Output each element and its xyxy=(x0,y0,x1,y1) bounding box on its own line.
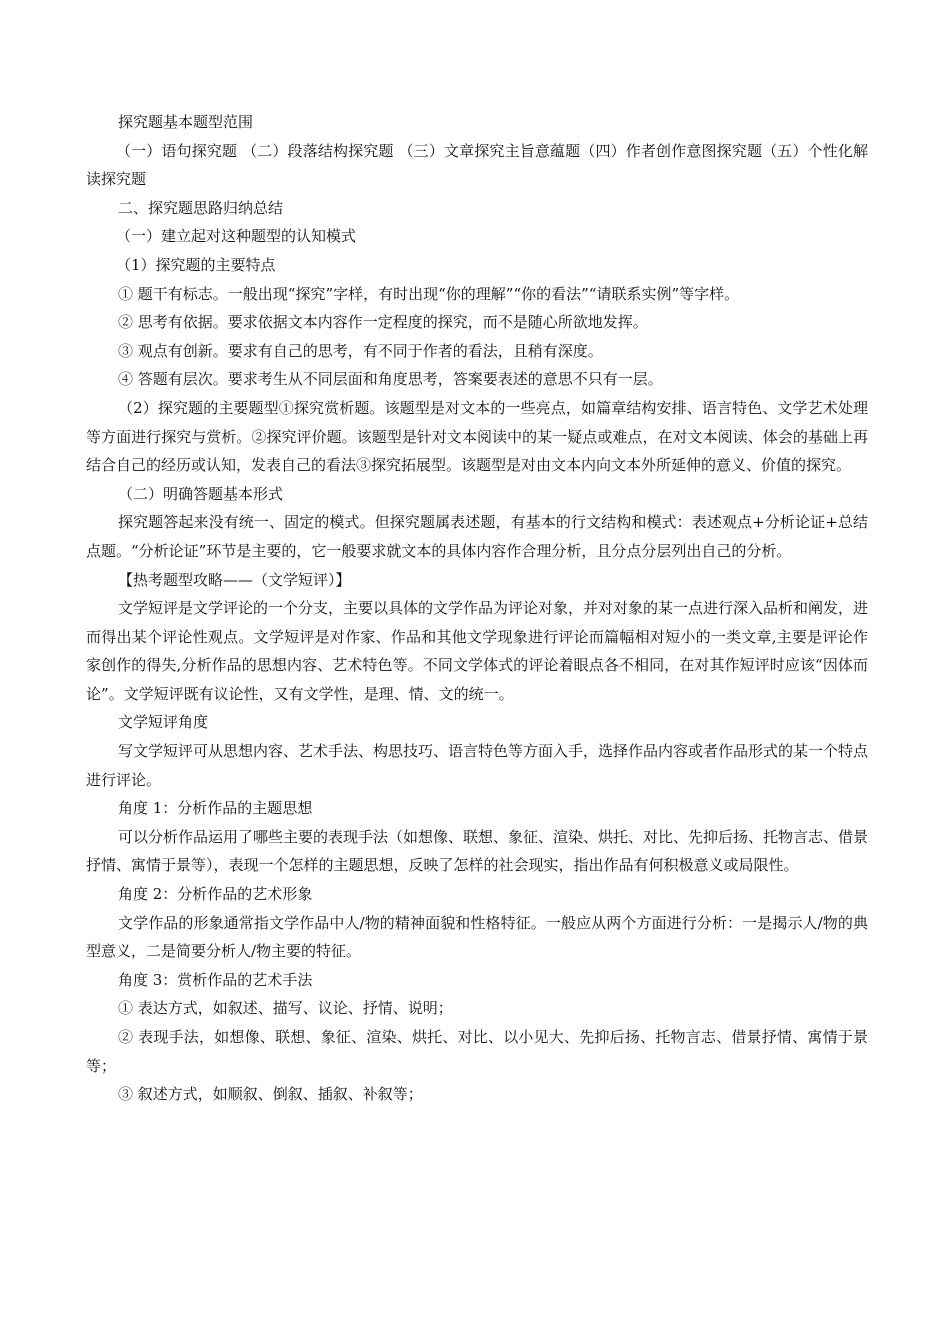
subheading-cognitive-model: （一）建立起对这种题型的认知模式 xyxy=(116,227,357,246)
feature-item: ② 思考有依据。要求依据文本内容作一定程度的探究，而不是随心所欲地发挥。 xyxy=(118,313,648,332)
hot-topic-heading: 【热考题型攻略——（文学短评）】 xyxy=(118,570,351,589)
subheading-answer-form: （二）明确答题基本形式 xyxy=(118,484,284,503)
question-types-paragraph: （2）探究题的主要题型①探究赏析题。该题型是对文本的一些亮点，如篇章结构安排、语言特色、文学艺术处理等方面进行探究与赏析。②探究评价题。该题型是针对文本阅读中的某一疑点或难点，在对文本阅读、体会的基础上再结合自己的经历或认知，发表自己的看法③探究拓展型。该题型是对由文本内向文本外所延伸的意义、价值的探究。 xyxy=(86,398,868,475)
section-heading-scope: 探究题基本题型范围 xyxy=(118,113,254,131)
feature-item: ④ 答题有层次。要求考生从不同层面和角度思考，答案要表述的意思不只有一层。 xyxy=(118,370,663,389)
feature-item: ③ 观点有创新。要求有自己的思考，有不同于作者的看法，且稍有深度。 xyxy=(118,341,603,360)
technique-item: ① 表达方式，如叙述、描写、议论、抒情、说明； xyxy=(118,999,453,1018)
angle-heading: 角度 1：分析作品的主题思想 xyxy=(118,799,313,818)
subheading-review-angles: 文学短评角度 xyxy=(118,713,209,732)
technique-item: ② 表现手法，如想像、联想、象征、渲染、烘托、对比、以小见大、先抑后扬、托物言志、借景抒情、寓情于景等； xyxy=(86,1028,868,1075)
subheading-features: （1）探究题的主要特点 xyxy=(116,255,276,274)
angle-heading: 角度 2：分析作品的艺术形象 xyxy=(118,885,313,904)
angle-paragraph: 可以分析作品运用了哪些主要的表现手法（如想像、联想、象征、渲染、烘托、对比、先抑后扬、托物言志、借景抒情、寓情于景等），表现一个怎样的主题思想，反映了怎样的社会现实，指出作品有何积极意义或局限性。 xyxy=(86,827,869,875)
literary-review-paragraph: 文学短评是文学评论的一个分支，主要以具体的文学作品为评论对象，并对对象的某一点进行深入品析和阐发，进而得出某个评论性观点。文学短评是对作家、作品和其他文学现象进行评论而篇幅相对短小的一类文章,主要是评论作家创作的得失,分析作品的思想内容、艺术特色等。不同文学体式的评论着眼点各不相同，在对其作短评时应该“因体而论”。文学短评既有议论性，又有文学性，是理、情、文的统一。 xyxy=(86,599,869,703)
feature-item: ① 题干有标志。一般出现“探究”字样，有时出现“你的理解”“你的看法”“请联系实例”等字样。 xyxy=(118,284,740,303)
answer-form-paragraph: 探究题答起来没有统一、固定的模式。但探究题属表述题，有基本的行文结构和模式：表述观点+分析论证+总结点题。“分析论证”环节是主要的，它一般要求就文本的具体内容作合理分析，且分点分层列出自己的分析。 xyxy=(86,513,868,560)
document-body xyxy=(86,108,868,1109)
section-heading-summary: 二、探究题思路归纳总结 xyxy=(118,198,284,217)
angle-paragraph: 文学作品的形象通常指文学作品中人/物的精神面貌和性格特征。一般应从两个方面进行分析：一是揭示人/物的典型意义，二是简要分析人/物主要的特征。 xyxy=(86,913,868,961)
technique-item: ③ 叙述方式，如顺叙、倒叙、插叙、补叙等； xyxy=(118,1085,423,1104)
review-angles-paragraph: 写文学短评可从思想内容、艺术手法、构思技巧、语言特色等方面入手，选择作品内容或者作品形式的某一个特点进行评论。 xyxy=(86,742,869,789)
angle-heading: 角度 3：赏析作品的艺术手法 xyxy=(118,970,313,989)
question-type-list: （一）语句探究题 （二）段落结构探究题 （三）文章探究主旨意蕴题（四）作者创作意图探究题（五）个性化解读探究题 xyxy=(86,141,868,189)
